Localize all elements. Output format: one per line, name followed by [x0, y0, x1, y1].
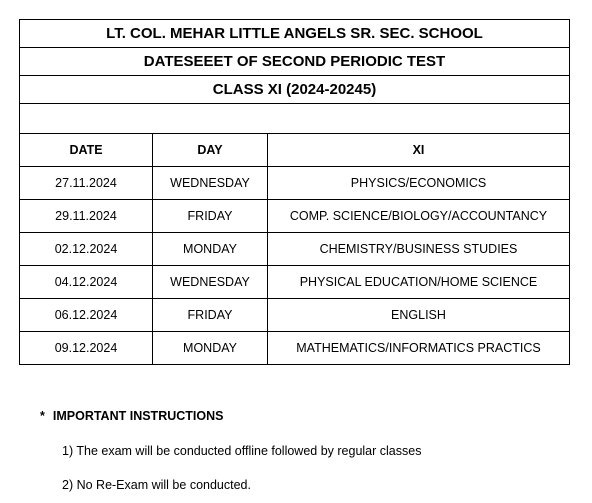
- instructions-heading: [40, 409, 223, 423]
- subject-cell: CHEMISTRY/BUSINESS STUDIES: [268, 233, 570, 266]
- date-cell: 27.11.2024: [20, 167, 153, 200]
- subject-cell: PHYSICS/ECONOMICS: [268, 167, 570, 200]
- day-cell: MONDAY: [153, 233, 268, 266]
- date-cell: 06.12.2024: [20, 299, 153, 332]
- subject-cell: ENGLISH: [268, 299, 570, 332]
- column-header-row: [20, 134, 570, 167]
- blank-cell: [20, 104, 570, 134]
- subject-cell: MATHEMATICS/INFORMATICS PRACTICS: [268, 332, 570, 365]
- table-row: [20, 200, 570, 233]
- column-header-subjects: XI: [268, 134, 570, 167]
- day-cell: FRIDAY: [153, 299, 268, 332]
- subject-cell: PHYSICAL EDUCATION/HOME SCIENCE: [268, 266, 570, 299]
- table-row: [20, 299, 570, 332]
- datesheet-table: [19, 19, 570, 365]
- instruction-item: 1) The exam will be conducted offline followed by regular classes: [62, 444, 422, 458]
- class-title: CLASS XI (2024-20245): [20, 76, 570, 104]
- date-cell: 04.12.2024: [20, 266, 153, 299]
- day-cell: FRIDAY: [153, 200, 268, 233]
- subject-cell: COMP. SCIENCE/BIOLOGY/ACCOUNTANCY: [268, 200, 570, 233]
- day-cell: WEDNESDAY: [153, 266, 268, 299]
- column-header-date: DATE: [20, 134, 153, 167]
- day-cell: MONDAY: [153, 332, 268, 365]
- table-row: [20, 167, 570, 200]
- school-name: LT. COL. MEHAR LITTLE ANGELS SR. SEC. SCHOOL: [20, 20, 570, 48]
- class-row: [20, 76, 570, 104]
- column-header-day: DAY: [153, 134, 268, 167]
- instruction-item: 2) No Re-Exam will be conducted.: [62, 478, 251, 492]
- blank-row: [20, 104, 570, 134]
- table-row: [20, 266, 570, 299]
- table-row: [20, 332, 570, 365]
- date-cell: 09.12.2024: [20, 332, 153, 365]
- table-row: [20, 233, 570, 266]
- day-cell: WEDNESDAY: [153, 167, 268, 200]
- instructions-title: IMPORTANT INSTRUCTIONS: [52, 409, 224, 423]
- date-cell: 02.12.2024: [20, 233, 153, 266]
- school-name-row: [20, 20, 570, 48]
- instructions-section: [40, 409, 422, 492]
- datesheet-title: DATESEEET OF SECOND PERIODIC TEST: [20, 48, 570, 76]
- date-cell: 29.11.2024: [20, 200, 153, 233]
- asterisk-marker: *: [40, 409, 45, 423]
- subtitle-row: [20, 48, 570, 76]
